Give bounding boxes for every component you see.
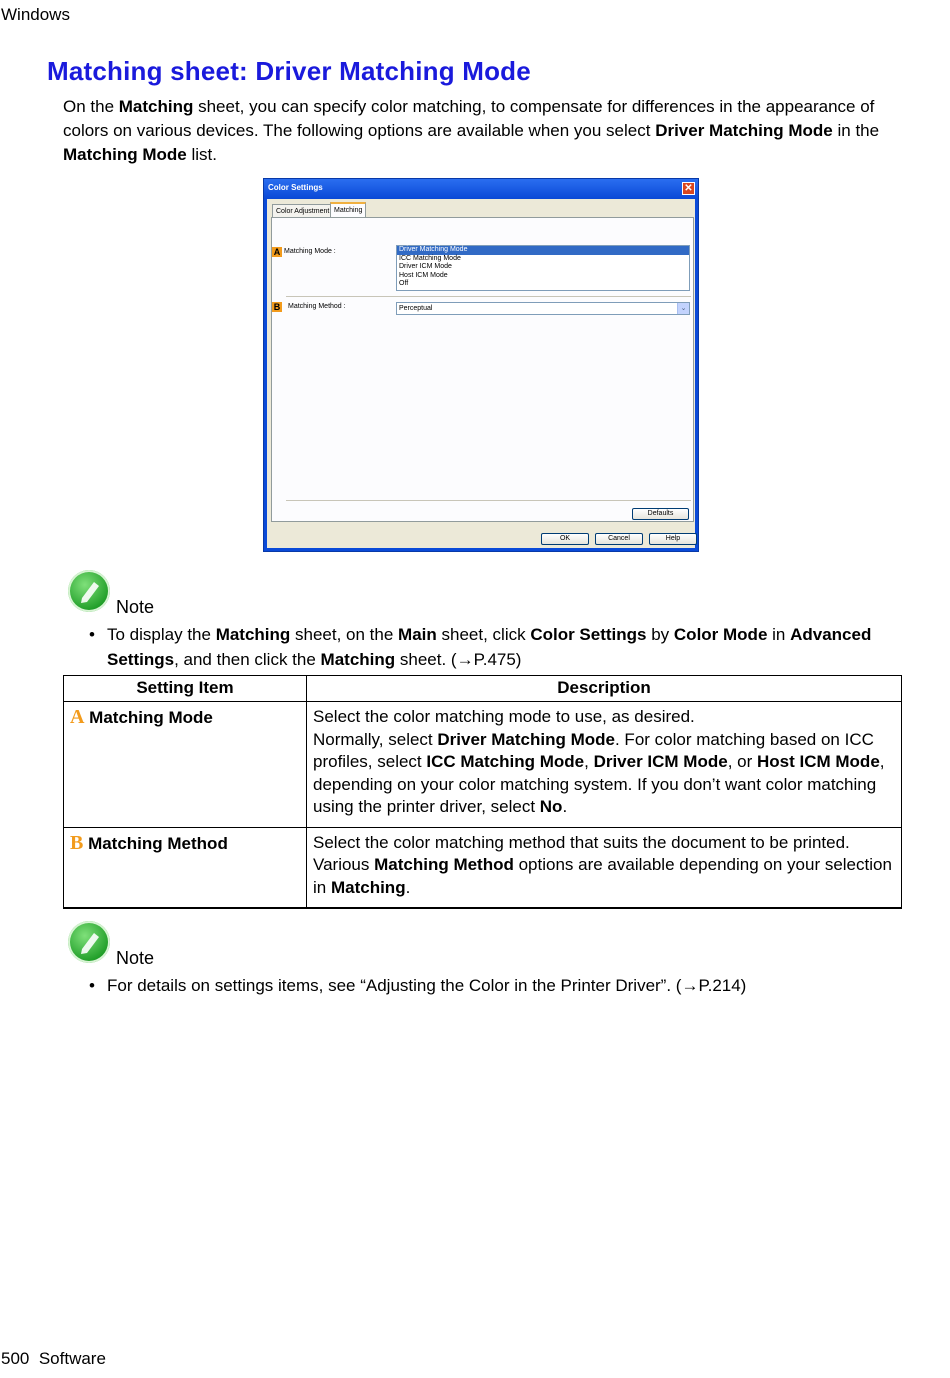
chevron-down-icon[interactable]: ⌄ [677, 303, 689, 314]
footer-section: Software [38, 1349, 106, 1368]
list-item[interactable]: ICC Matching Mode [399, 254, 461, 262]
cancel-button[interactable]: Cancel [595, 533, 643, 545]
help-button[interactable]: Help [649, 533, 697, 545]
separator [286, 500, 691, 501]
note-text: For details on settings items, see “Adjusting the Color in the Printer Driver”. (→P.214) [107, 976, 747, 995]
bullet-icon: • [89, 625, 95, 644]
matching-tab-panel [271, 217, 694, 522]
list-item[interactable]: Host ICM Mode [399, 271, 448, 279]
defaults-button[interactable]: Defaults [632, 508, 689, 520]
note-label: Note [116, 948, 155, 968]
ok-button[interactable]: OK [541, 533, 589, 545]
intro-paragraph: On the Matching sheet, you can specify color matching, to compensate for differences in the appearance of colors on various devices. The following options are available when you select Driver Matching Mode in the Matching Mode list. [63, 97, 880, 164]
marker-b-letter: B [70, 831, 84, 854]
column-header: Setting Item [64, 676, 307, 702]
page-number: 500 [1, 1349, 30, 1368]
table-row [64, 702, 902, 828]
matching-mode-listbox[interactable] [396, 245, 690, 291]
matching-method-value: Perceptual [399, 305, 433, 312]
color-settings-dialog [263, 178, 699, 552]
list-item[interactable]: Off [399, 280, 409, 287]
matching-method-select[interactable] [396, 302, 690, 315]
page-title: Matching sheet: Driver Matching Mode [47, 56, 531, 86]
marker-a: A [273, 247, 281, 257]
note-text: To display the Matching sheet, on the Main sheet, click Color Settings by Color Mode in Advanced Settings, and then click the Matching sheet. (→P.475) [107, 625, 872, 669]
list-item[interactable]: Driver Matching Mode [397, 246, 689, 255]
column-header: Description [307, 676, 902, 702]
running-header: Windows [1, 5, 70, 24]
settings-table [63, 675, 902, 909]
page-footer [1, 1349, 106, 1369]
marker-a-letter: A [70, 706, 85, 728]
dialog-body [267, 199, 695, 548]
note-icon [68, 570, 110, 612]
list-item[interactable]: Driver ICM Mode [399, 263, 452, 270]
note-label: Note [116, 597, 155, 617]
separator [286, 296, 691, 297]
setting-item-matching-method: B Matching Method [64, 827, 307, 908]
marker-b: B [273, 302, 281, 312]
tab-matching[interactable]: Matching [330, 202, 366, 220]
dialog-titlebar [264, 179, 698, 199]
dialog-title: Color Settings [268, 183, 323, 192]
matching-method-label: Matching Method : [288, 303, 346, 310]
tab-color-adjustment[interactable]: Color Adjustment [272, 204, 333, 218]
table-header-row [64, 676, 902, 702]
table-row [64, 827, 902, 908]
description-matching-mode: Select the color matching mode to use, as desired. Normally, select Driver Matching Mode. For color matching based on ICC profiles, select ICC Matching Mode, Driver ICM Mode, or Host ICM Mode, depending on your color matching system. If you don’t want color matching using the printer driver, select No. [307, 702, 902, 828]
close-icon[interactable]: ✕ [682, 182, 695, 195]
bullet-icon: • [89, 976, 95, 995]
note-icon [68, 921, 110, 963]
setting-item-matching-mode: A Matching Mode [64, 702, 307, 828]
matching-mode-label: Matching Mode : [284, 248, 336, 255]
description-matching-method: Select the color matching method that suits the document to be printed. Various Matching Method options are available depending on your selection in Matching. [307, 827, 902, 908]
